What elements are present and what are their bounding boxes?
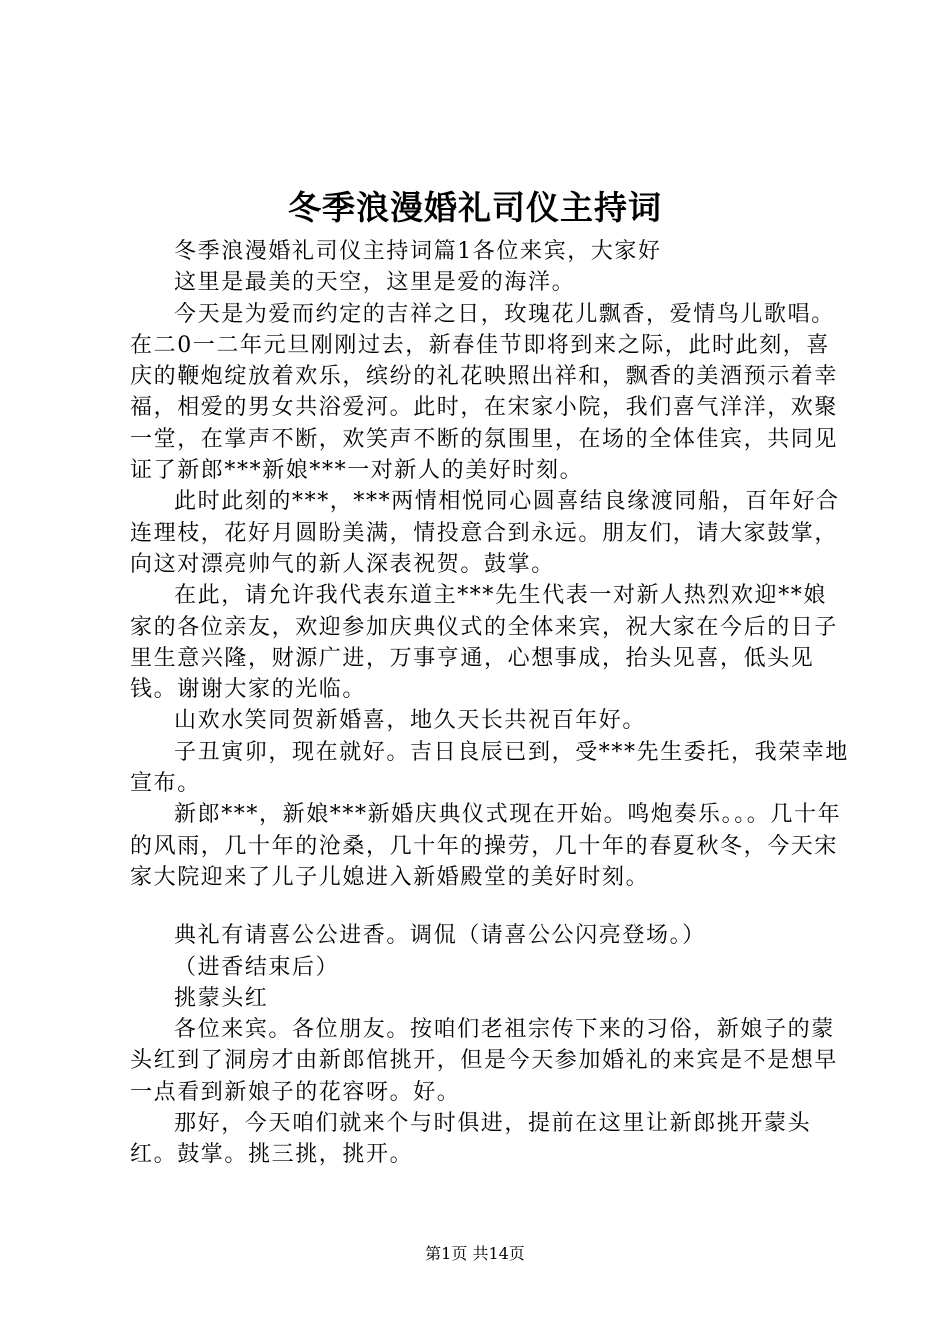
paragraph-2: 这里是最美的天空，这里是爱的海洋。 [174, 270, 576, 296]
paragraph-5: 在此，请允许我代表东道主***先生代表一对新人热烈欢迎**娘家的各位亲友，欢迎参加庆典仪式的全体来宾，祝大家在今后的日子里生意兴隆，财源广进，万事亨通，心想事成，抬头见喜，低头见钱。谢谢大家的光临。 [130, 583, 839, 703]
paragraph-3: 今天是为爱而约定的吉祥之日，玫瑰花儿飘香，爱情鸟儿歌唱。在二0一二年元旦刚刚过去，新春佳节即将到来之际，此时此刻，喜庆的鞭炮绽放着欢乐，缤纷的礼花映照出祥和，飘香的美酒预示着幸福，相爱的男女共浴爱河。此时，在宋家小院，我们喜气洋洋，欢聚一堂，在掌声不断，欢笑声不断的氛围里，在场的全体佳宾，共同见证了新郎***新娘***一对新人的美好时刻。 [130, 301, 839, 484]
paragraph-7: 子丑寅卯，现在就好。吉日良辰已到，受***先生委托，我荣幸地宣布。 [130, 739, 850, 797]
page-footer: 第1页 共14页 [425, 1244, 525, 1263]
paragraph-1: 冬季浪漫婚礼司仪主持词篇1各位来宾，大家好 [174, 239, 662, 264]
paragraph-10: （进香结束后） [174, 954, 340, 980]
document-title: 冬季浪漫婚礼司仪主持词 [288, 188, 662, 227]
document-body [130, 236, 850, 1171]
paragraph-12: 各位来宾。各位朋友。按咱们老祖宗传下来的习俗，新娘子的蒙头红到了洞房才由新郎倌挑开，但是今天参加婚礼的来宾是不是想早一点看到新娘子的花容呀。好。 [130, 1017, 839, 1105]
paragraph-6: 山欢水笑同贺新婚喜，地久天长共祝百年好。 [174, 708, 647, 734]
paragraph-13: 那好，今天咱们就来个与时俱进，提前在这里让新郎挑开蒙头红。鼓掌。挑三挑，挑开。 [130, 1111, 812, 1168]
paragraph-4: 此时此刻的***，***两情相悦同心圆喜结良缘渡同船，百年好合连理枝，花好月圆盼美满，情投意合到永远。朋友们，请大家鼓掌，向这对漂亮帅气的新人深表祝贺。鼓掌。 [130, 489, 840, 577]
paragraph-11: 挑蒙头红 [174, 985, 269, 1011]
paragraph-8: 新郎***，新娘***新婚庆典仪式现在开始。鸣炮奏乐。。。几十年的风雨，几十年的沧桑，几十年的操劳，几十年的春夏秋冬，今天宋家大院迎来了儿子儿媳进入新婚殿堂的美好时刻。 [130, 802, 842, 890]
paragraph-9: 典礼有请喜公公进香。调侃（请喜公公闪亮登场。） [174, 923, 706, 949]
